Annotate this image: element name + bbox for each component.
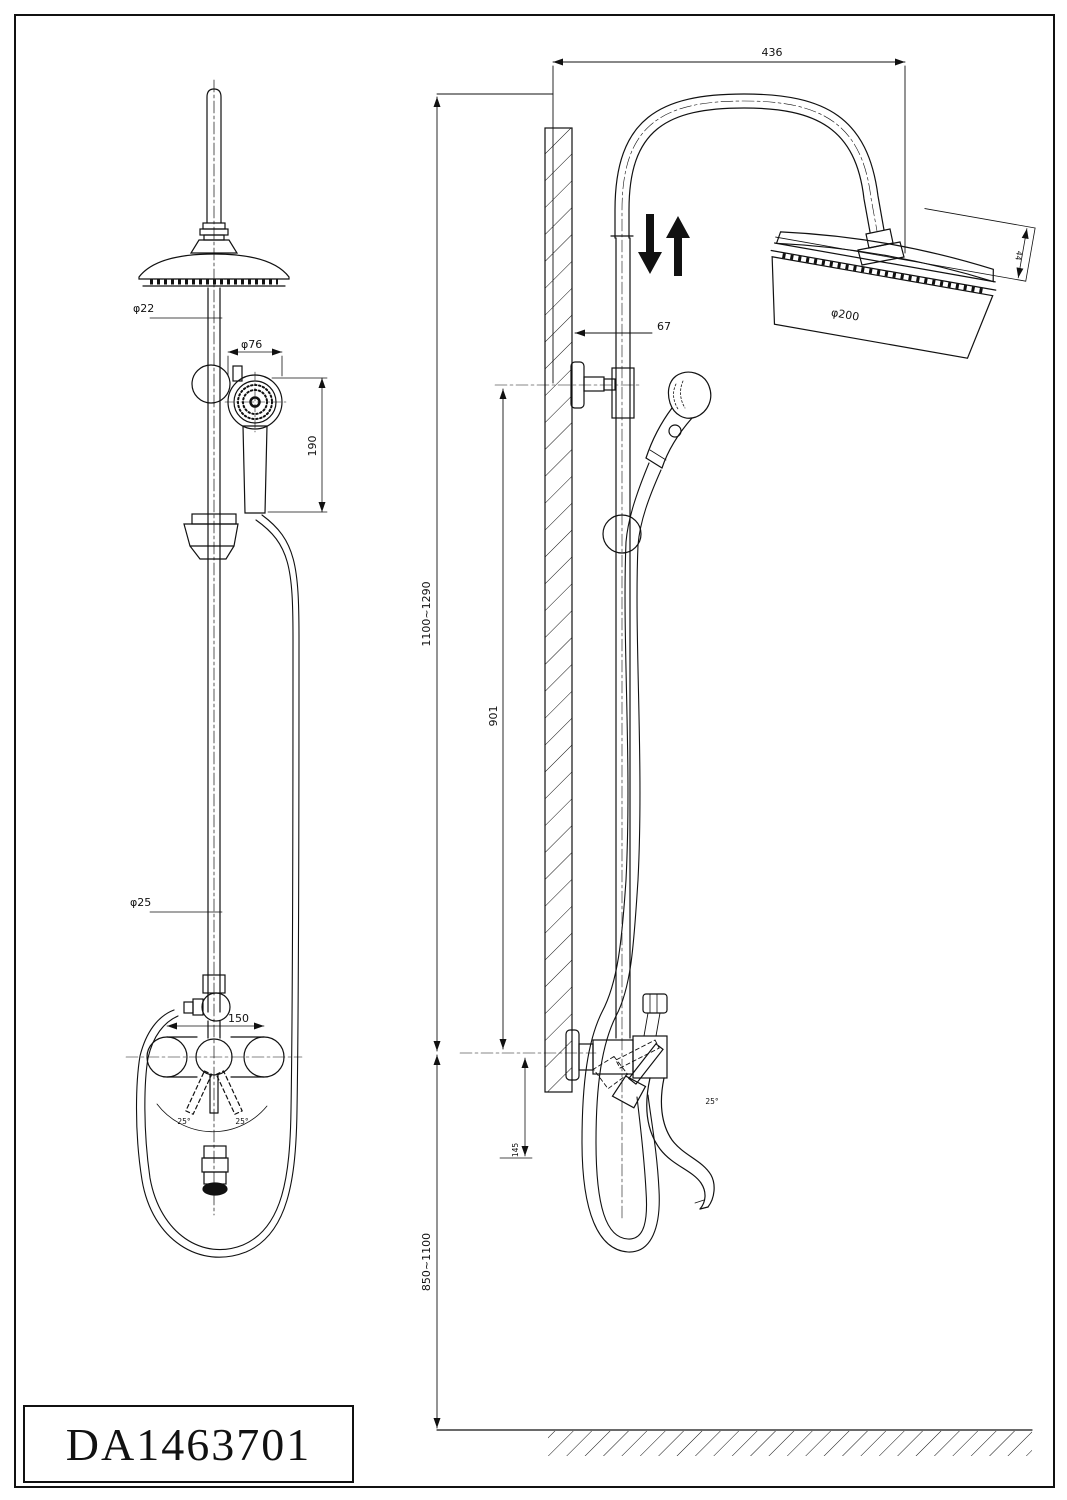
dim-label-d25: φ25: [130, 896, 152, 909]
dim-label-swing-right: 25°: [235, 1117, 249, 1126]
mixer-handle-front: [157, 1071, 267, 1132]
dim-label-190: 190: [306, 435, 319, 457]
dim-label-d22: φ22: [133, 302, 155, 315]
model-number: DA1463701: [65, 1418, 312, 1470]
dim-label-swing-left: 25°: [177, 1117, 191, 1126]
dim-436: [553, 62, 905, 383]
hand-shower-side: [646, 372, 711, 468]
spout-front: [202, 1146, 228, 1195]
dim-label-150: 150: [228, 1012, 249, 1025]
floor-hatch: [548, 1431, 1032, 1456]
side-view: [437, 62, 1035, 1456]
dim-label-436: 436: [761, 46, 783, 59]
dim-label-850-1100: 850~1100: [420, 1232, 433, 1292]
rain-shower-head-side: [759, 224, 1001, 361]
dim-label-145: 145: [511, 1142, 520, 1158]
height-adjust-arrows-icon: [638, 214, 690, 276]
dim-label-d200: φ200: [830, 305, 861, 324]
dim-label-67: 67: [657, 320, 671, 333]
wall-hatch: [545, 128, 572, 1092]
front-view: [126, 80, 327, 1257]
dim-label-side-swing: 25°: [705, 1097, 719, 1106]
wall-bracket-side: [571, 362, 634, 418]
dim-label-d76: φ76: [241, 338, 263, 351]
slider-clamp: [184, 514, 238, 559]
diverter-valve-front: [184, 975, 230, 1038]
shower-hose-side: [582, 463, 661, 1252]
dim-label-901: 901: [487, 705, 500, 727]
dimension-labels: [130, 46, 1024, 1291]
hand-shower-front: [192, 365, 286, 513]
dim-label-44: 44: [1013, 250, 1024, 262]
title-block: [23, 1405, 354, 1483]
dim-label-1100-1290: 1100~1290: [420, 581, 433, 647]
spout-side: [647, 1078, 714, 1209]
